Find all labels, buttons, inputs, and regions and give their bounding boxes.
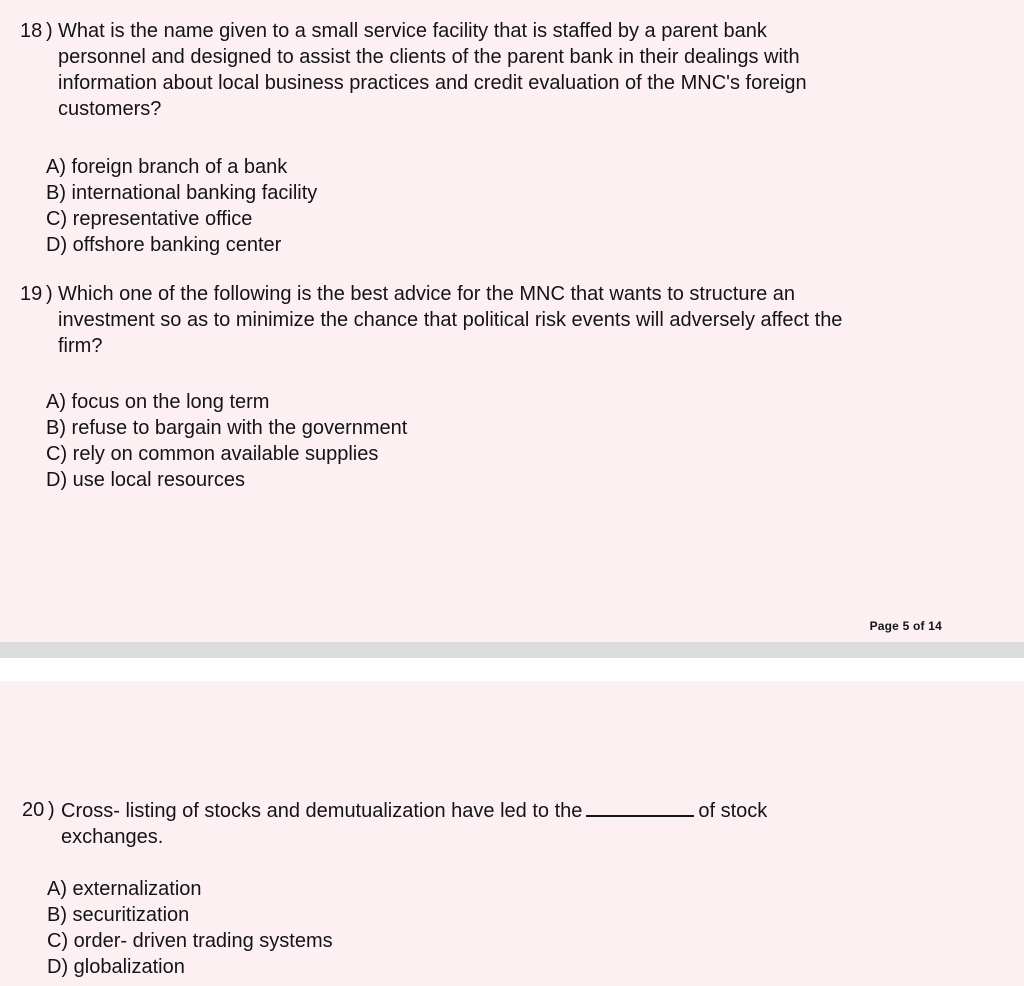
answer-option-d[interactable]: D) use local resources bbox=[46, 469, 245, 491]
question-text-line: Which one of the following is the best advice for the MNC that wants to structure an bbox=[58, 283, 796, 305]
answer-option-a[interactable]: A) externalization bbox=[47, 878, 202, 900]
page-6 bbox=[0, 681, 1024, 986]
question-text-before-blank: Cross- listing of stocks and demutualization have led to the bbox=[61, 800, 583, 822]
answer-option-c[interactable]: C) rely on common available supplies bbox=[46, 443, 379, 465]
question-stem bbox=[20, 281, 980, 359]
fill-in-blank bbox=[586, 797, 694, 817]
question-number: 19 bbox=[20, 283, 43, 305]
question-text-line: investment so as to minimize the chance that political risk events will adversely affect the bbox=[58, 309, 843, 331]
answer-option-b[interactable]: B) securitization bbox=[47, 904, 190, 926]
page-number-footer: Page 5 of 14 bbox=[869, 619, 942, 633]
question-number: 18 bbox=[20, 20, 43, 42]
answer-option-c[interactable]: C) representative office bbox=[46, 208, 253, 230]
question-text bbox=[61, 797, 922, 850]
question-stem bbox=[20, 18, 920, 122]
answer-option-d[interactable]: D) offshore banking center bbox=[46, 234, 282, 256]
question-stem bbox=[22, 797, 922, 850]
question-19 bbox=[20, 281, 980, 493]
question-text bbox=[58, 18, 920, 122]
answer-option-c[interactable]: C) order- driven trading systems bbox=[47, 930, 333, 952]
question-18 bbox=[20, 18, 920, 258]
question-text-after-blank: of stock bbox=[698, 800, 768, 822]
question-text-line: personnel and designed to assist the clients of the parent bank in their dealings with bbox=[58, 46, 800, 68]
question-number: 20 bbox=[22, 799, 45, 821]
question-number-paren: ) bbox=[46, 20, 53, 42]
answer-option-b[interactable]: B) international banking facility bbox=[46, 182, 318, 204]
question-text-line: customers? bbox=[58, 98, 162, 120]
question-20 bbox=[22, 797, 922, 980]
answer-options bbox=[46, 154, 920, 258]
question-number-paren: ) bbox=[48, 799, 55, 821]
answer-option-a[interactable]: A) foreign branch of a bank bbox=[46, 156, 288, 178]
page-separator-bar bbox=[0, 642, 1024, 658]
answer-options bbox=[47, 876, 922, 980]
answer-option-b[interactable]: B) refuse to bargain with the government bbox=[46, 417, 408, 439]
question-text-line: What is the name given to a small service facility that is staffed by a parent bank bbox=[58, 20, 767, 42]
question-text bbox=[58, 281, 980, 359]
question-text-line bbox=[61, 797, 922, 824]
answer-options bbox=[46, 389, 980, 493]
question-number-paren: ) bbox=[46, 283, 53, 305]
answer-option-a[interactable]: A) focus on the long term bbox=[46, 391, 270, 413]
page-separator bbox=[0, 642, 1024, 681]
answer-option-d[interactable]: D) globalization bbox=[47, 956, 185, 978]
question-text-line: firm? bbox=[58, 335, 103, 357]
question-text-line: information about local business practices and credit evaluation of the MNC's foreign bbox=[58, 72, 807, 94]
question-text-line: exchanges. bbox=[61, 826, 164, 848]
